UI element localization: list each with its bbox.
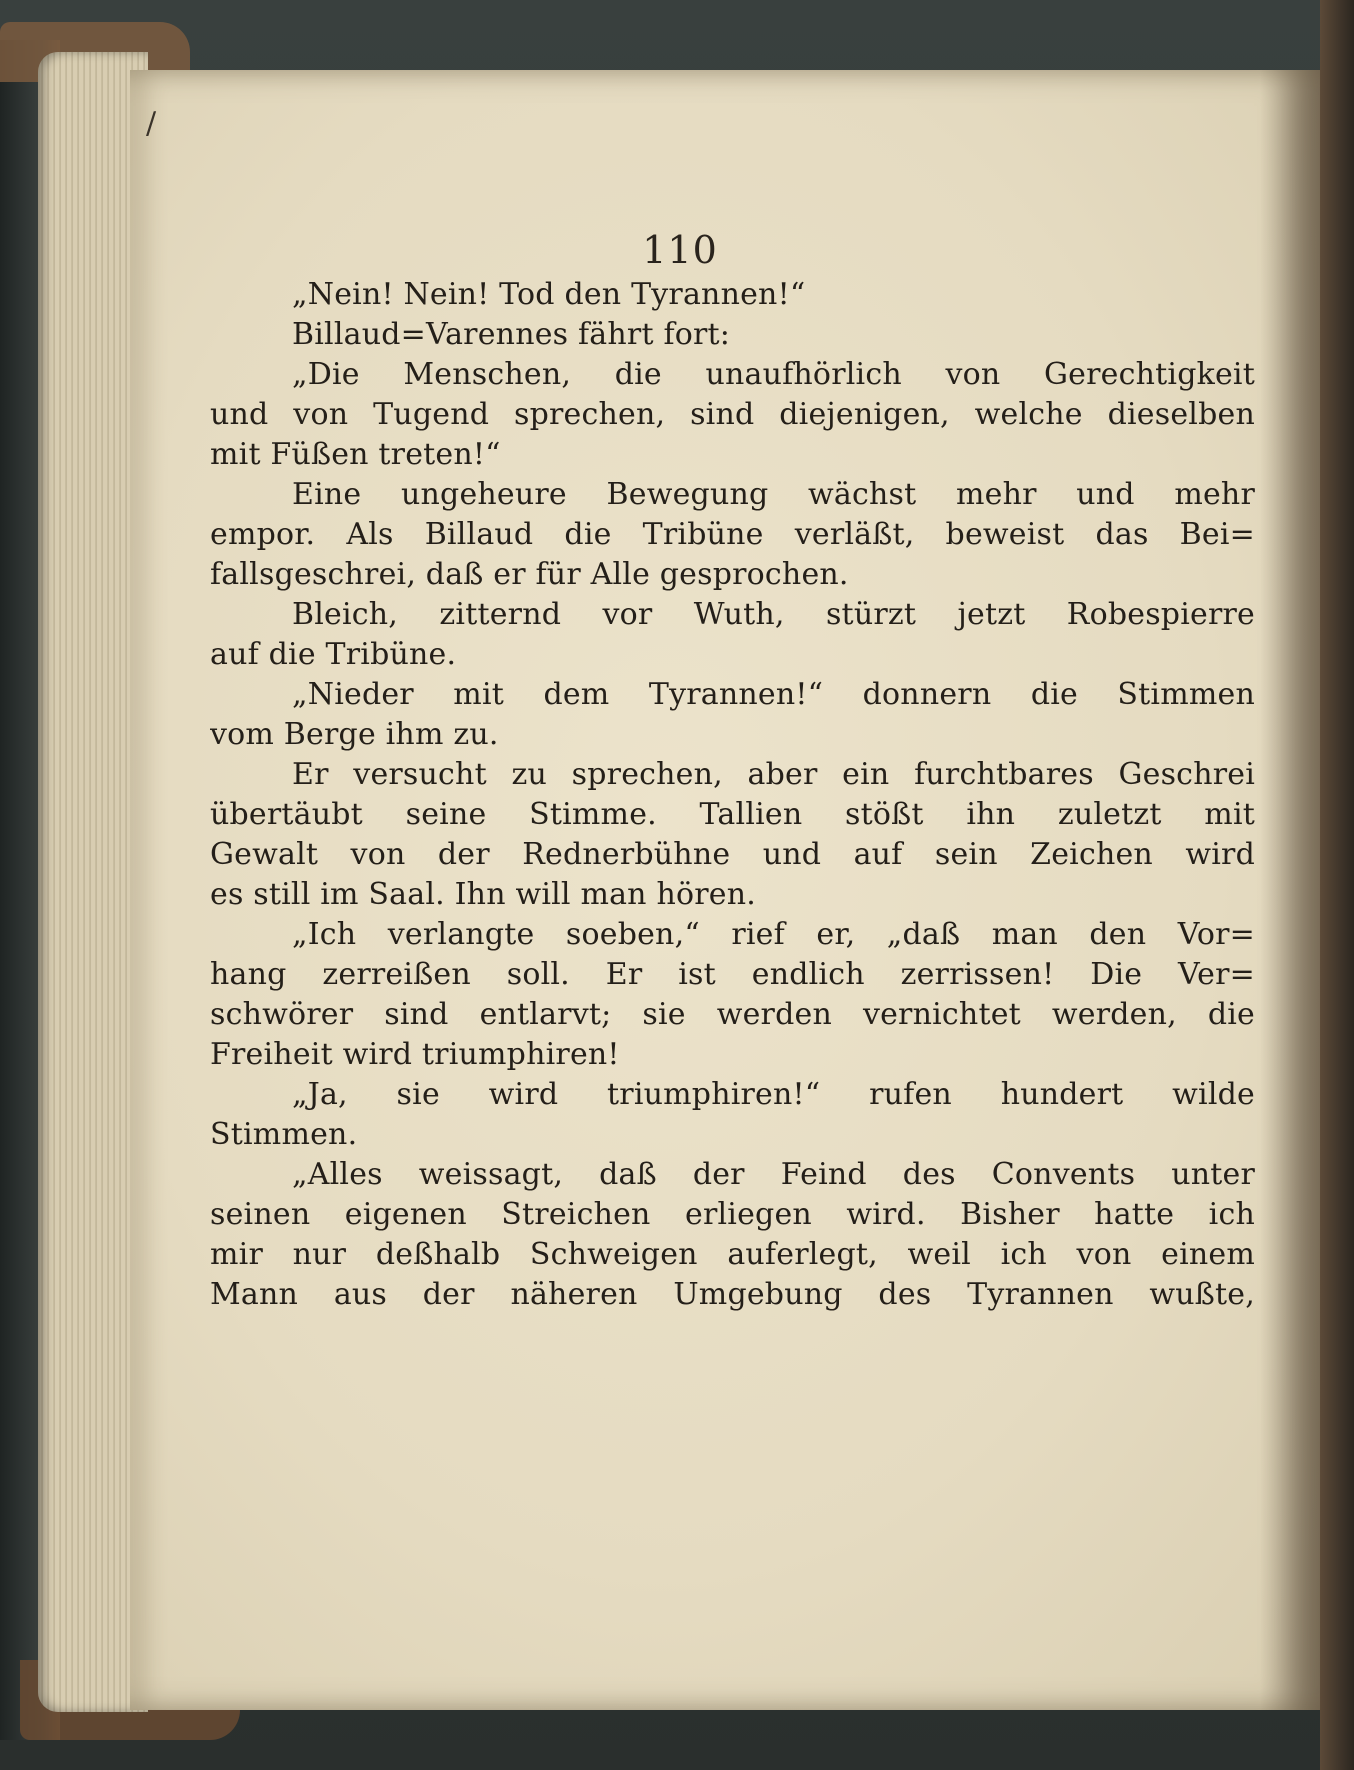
text-line: Er versucht zu sprechen, aber ein furchtbares Geschrei: [292, 757, 1255, 792]
text-line: übertäubt seine Stimme. Tallien stößt ihn zuletzt mit: [210, 797, 1255, 832]
text-line: Bleich, zitternd vor Wuth, stürzt jetzt Robespierre: [292, 597, 1255, 632]
text-line: hang zerreißen soll. Er ist endlich zerrissen! Die Ver=: [210, 957, 1255, 992]
text-line: schwörer sind entlarvt; sie werden vernichtet werden, die: [210, 997, 1255, 1032]
text-line: Stimmen.: [210, 1117, 358, 1152]
text-line: „Die Menschen, die unaufhörlich von Gerechtigkeit: [292, 357, 1255, 392]
text-line: mit Füßen treten!“: [210, 437, 501, 472]
text-line: auf die Tribüne.: [210, 637, 457, 672]
text-line: und von Tugend sprechen, sind diejenigen, welche dieselben: [210, 397, 1255, 432]
text-line: „Nein! Nein! Tod den Tyrannen!“: [292, 277, 806, 312]
text-line: „Nieder mit dem Tyrannen!“ donnern die Stimmen: [292, 677, 1255, 712]
text-line: Billaud=Varennes fährt fort:: [292, 317, 731, 352]
page-number: 110: [642, 228, 718, 272]
margin-mark: /: [146, 106, 157, 141]
text-line: empor. Als Billaud die Tribüne verläßt, beweist das Bei=: [210, 517, 1255, 552]
text-line: „Alles weissagt, daß der Feind des Convents unter: [292, 1157, 1255, 1192]
text-line: „Ja, sie wird triumphiren!“ rufen hundert wilde: [292, 1077, 1255, 1112]
text-line: vom Berge ihm zu.: [210, 717, 499, 752]
text-line: seinen eigenen Streichen erliegen wird. Bisher hatte ich: [210, 1197, 1255, 1232]
text-line: Freiheit wird triumphiren!: [210, 1037, 620, 1072]
text-line: fallsgeschrei, daß er für Alle gesprochen.: [210, 557, 849, 592]
text-line: es still im Saal. Ihn will man hören.: [210, 877, 756, 912]
text-line: Mann aus der näheren Umgebung des Tyrannen wußte,: [210, 1277, 1255, 1312]
text-line: mir nur deßhalb Schweigen auferlegt, weil ich von einem: [210, 1237, 1255, 1272]
binding-strip: [1320, 0, 1354, 1770]
gutter-shadow: [1260, 70, 1320, 1710]
body-text: [210, 275, 1255, 1315]
text-line: Gewalt von der Rednerbühne und auf sein Zeichen wird: [210, 837, 1255, 872]
text-line: Eine ungeheure Bewegung wächst mehr und mehr: [292, 477, 1255, 512]
text-line: „Ich verlangte soeben,“ rief er, „daß man den Vor=: [292, 917, 1255, 952]
